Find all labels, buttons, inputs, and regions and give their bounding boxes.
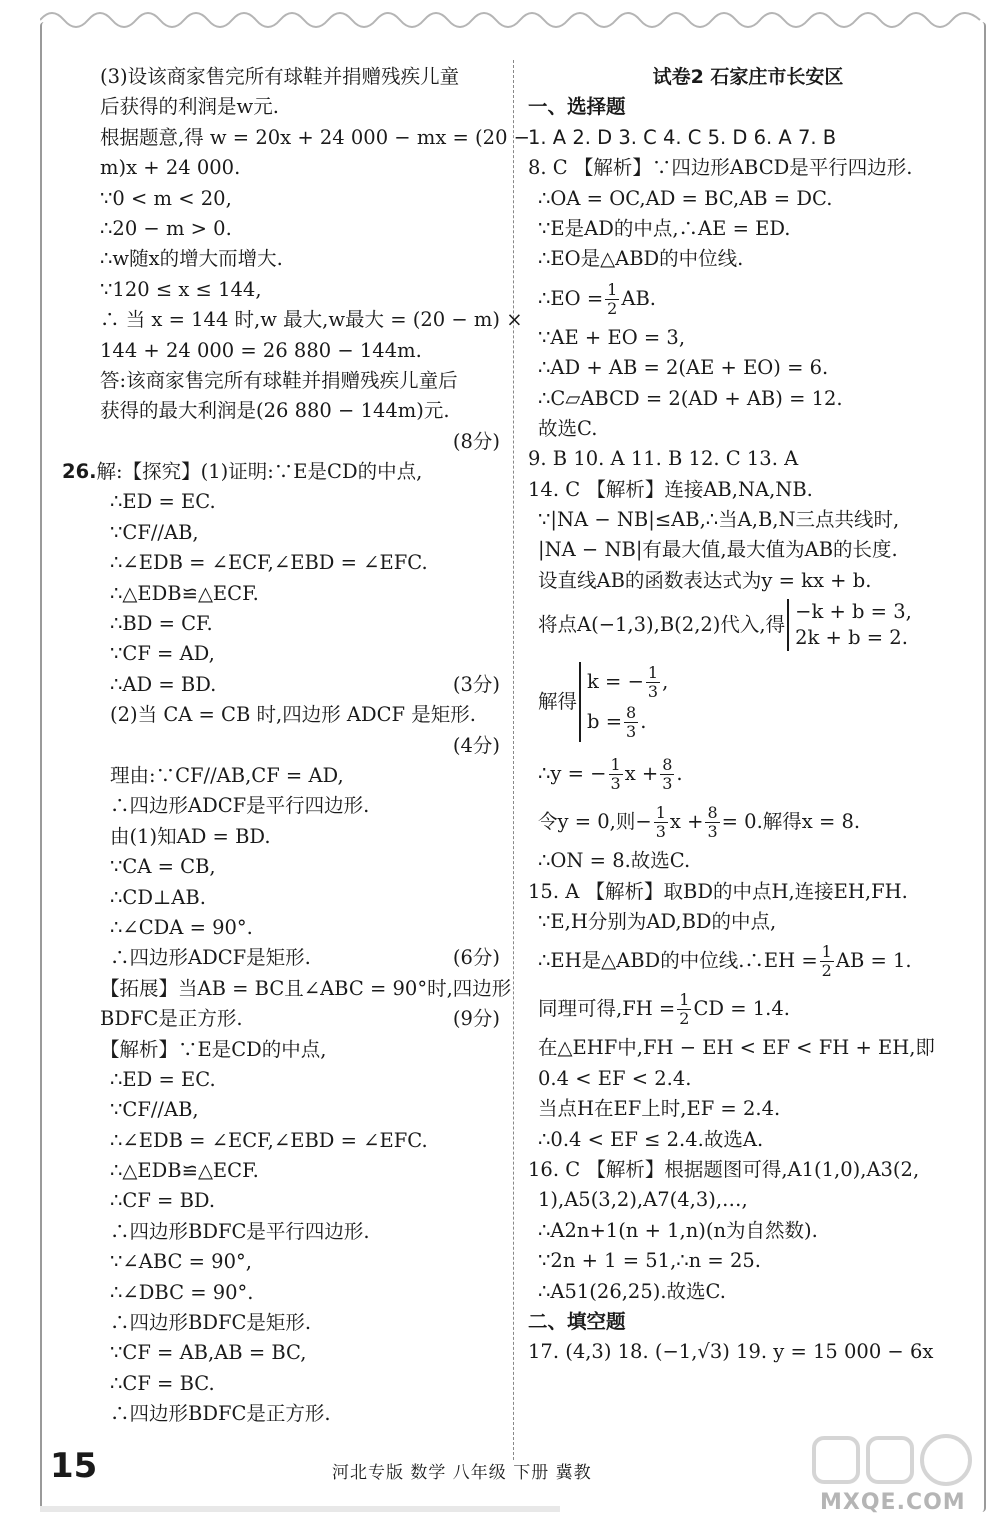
equation: −k + b = 3, bbox=[795, 600, 912, 624]
q14-line: ∵|NA − NB|≤AB,∴当A,B,N三点共线时, bbox=[538, 508, 900, 532]
q14-line: |NA − NB|有最大值,最大值为AB的长度. bbox=[538, 538, 898, 562]
section-heading: 二、填空题 bbox=[528, 1309, 626, 1333]
q26-line: ∵CA = CB, bbox=[110, 855, 216, 879]
q15-line: 在△EHF中,FH − EH < EF < FH + EH,即 bbox=[538, 1036, 935, 1060]
q26-line: ∴四边形ADCF是矩形. bbox=[110, 946, 311, 970]
numerator: 1 bbox=[655, 803, 666, 823]
q26-part2-head: (2)当 CA = CB 时,四边形 ADCF 是矩形. bbox=[110, 703, 476, 727]
q26-line: ∴CD⊥AB. bbox=[110, 885, 206, 909]
y-post: . bbox=[676, 762, 683, 786]
q15-line: ∵E,H分别为AD,BD的中点, bbox=[538, 910, 777, 934]
score-label: (6分) bbox=[452, 946, 500, 970]
q25-line: m)x + 24 000. bbox=[100, 156, 241, 180]
fraction bbox=[605, 281, 619, 318]
q26-analysis-line: ∴ED = EC. bbox=[110, 1067, 216, 1091]
footer-edition-text: 河北专版 数学 八年级 下册 冀教 bbox=[332, 1463, 592, 1483]
q26-analysis-line: ∵CF = AB,AB = BC, bbox=[110, 1341, 307, 1365]
equation: 2k + b = 2. bbox=[795, 626, 908, 650]
q8-line: ∴OA = OC,AD = BC,AB = DC. bbox=[538, 186, 833, 210]
q14-substitute-line bbox=[528, 596, 968, 654]
denominator: 2 bbox=[821, 961, 832, 981]
q25-line: ∴20 − m > 0. bbox=[100, 216, 232, 240]
q25-line: ∴ 当 x = 144 时,w 最大,w最大 = (20 − m) × bbox=[100, 308, 523, 332]
q26-analysis-line: ∴四边形BDFC是平行四边形. bbox=[110, 1219, 370, 1243]
q25-line: ∵120 ≤ x ≤ 144, bbox=[100, 277, 262, 301]
question-number: 26. bbox=[62, 460, 97, 484]
q25-line: (3)设该商家售完所有球鞋并捐赠残疾儿童 bbox=[100, 65, 460, 88]
numerator: 8 bbox=[626, 703, 637, 723]
numerator: 1 bbox=[610, 755, 621, 775]
q16-line: 1),A5(3,2),A7(4,3),…, bbox=[538, 1188, 748, 1212]
score-label: (9分) bbox=[452, 1007, 500, 1031]
fill-answers-row: 17. (4,3) 18. (−1,√3) 19. y = 15 000 − 6x bbox=[528, 1340, 934, 1364]
q14-solve-line bbox=[528, 654, 968, 750]
q15-head: 15. A 【解析】取BD的中点H,连接EH,FH. bbox=[528, 879, 908, 903]
q8-line: ∴EO是△ABD的中位线. bbox=[538, 247, 744, 271]
q14-y-line bbox=[528, 750, 968, 798]
numerator: 8 bbox=[707, 803, 718, 823]
q25-line: 144 + 24 000 = 26 880 − 144m. bbox=[100, 338, 422, 362]
column-divider bbox=[513, 60, 514, 1460]
q26-line: ∴四边形ADCF是平行四边形. bbox=[110, 794, 370, 818]
q26-line: 由(1)知AD = BD. bbox=[110, 824, 271, 848]
q26-line: ∴BD = CF. bbox=[110, 612, 213, 636]
q26-line: ∵CF = AD, bbox=[110, 642, 215, 666]
solution-system bbox=[579, 662, 668, 742]
mc-answers-row: 1. A 2. D 3. C 4. C 5. D 6. A 7. B bbox=[528, 125, 837, 149]
q25-line: ∴w随x的增大而增大. bbox=[100, 247, 283, 271]
q16-line: ∴A2n+1(n + 1,n)(n为自然数). bbox=[538, 1218, 818, 1242]
b-solution bbox=[587, 702, 668, 742]
fraction bbox=[705, 804, 719, 841]
numerator: 1 bbox=[607, 279, 618, 299]
fraction bbox=[660, 756, 674, 793]
q26-analysis-line: ∴CF = BD. bbox=[110, 1189, 216, 1213]
q25-line: 获得的最大利润是(26 880 − 144m)元. bbox=[100, 399, 450, 423]
q26-line: ∴∠CDA = 90°. bbox=[110, 915, 253, 939]
numerator: 1 bbox=[821, 942, 832, 962]
section-heading: 一、选择题 bbox=[528, 95, 626, 119]
denominator: 3 bbox=[626, 722, 637, 742]
q26-line-with-score bbox=[100, 1004, 500, 1034]
q15-line: 当点H在EF上时,EF = 2.4. bbox=[538, 1097, 781, 1121]
q14-head: 14. C 【解析】连接AB,NA,NB. bbox=[528, 477, 813, 501]
watermark-text: MXQE.COM bbox=[820, 1490, 966, 1515]
q14-line: 设直线AB的函数表达式为y = kx + b. bbox=[538, 568, 872, 592]
denominator: 3 bbox=[655, 822, 666, 842]
q26-line: ∴ED = EC. bbox=[110, 490, 216, 514]
fraction bbox=[646, 664, 660, 701]
q26-analysis-line: 【解析】∵E是CD的中点, bbox=[100, 1037, 327, 1061]
right-column bbox=[528, 62, 968, 1368]
q15-fh-line bbox=[528, 985, 968, 1033]
q26-analysis-line: ∴∠EDB = ∠ECF,∠EBD = ∠EFC. bbox=[110, 1128, 428, 1152]
q15-line: ∴0.4 < EF ≤ 2.4.故选A. bbox=[538, 1127, 764, 1151]
zero-mid: x + bbox=[669, 810, 704, 834]
y-pre: ∴y = − bbox=[538, 762, 607, 786]
q26-head-text: 解:【探究】(1)证明:∵E是CD的中点, bbox=[96, 460, 423, 484]
q25-line: 根据题意,得 w = 20x + 24 000 − mx = (20 − bbox=[100, 125, 531, 149]
q26-line-with-score bbox=[100, 670, 500, 700]
denominator: 3 bbox=[610, 774, 621, 794]
numerator: 1 bbox=[679, 990, 690, 1010]
score-label: (8分) bbox=[452, 429, 500, 453]
fh-pre: 同理可得,FH = bbox=[538, 997, 676, 1021]
q8-line: ∴AD + AB = 2(AE + EO) = 6. bbox=[538, 356, 829, 380]
equation-system bbox=[787, 599, 912, 651]
bottom-decoration bbox=[40, 1500, 560, 1518]
q26-analysis-line: ∴∠DBC = 90°. bbox=[110, 1280, 254, 1304]
b-post: . bbox=[640, 710, 647, 734]
denominator: 2 bbox=[607, 298, 618, 318]
q8-eo-pre: ∴EO = bbox=[538, 286, 604, 310]
q8-eo-post: AB. bbox=[621, 286, 656, 310]
q26-header bbox=[62, 457, 500, 487]
left-column bbox=[62, 62, 531, 1430]
q26-analysis-line: ∴CF = BC. bbox=[110, 1371, 215, 1395]
q26-analysis-line: ∴△EDB≌△ECF. bbox=[110, 1159, 259, 1183]
q26-analysis-line: ∵∠ABC = 90°, bbox=[110, 1250, 252, 1274]
q8-head: 8. C 【解析】∵四边形ABCD是平行四边形. bbox=[528, 156, 913, 180]
q26-extension: 【拓展】当AB = BC且∠ABC = 90°时,四边形 bbox=[100, 976, 512, 1000]
b-pre: b = bbox=[587, 710, 623, 734]
score-label: (4分) bbox=[452, 733, 500, 757]
q26-analysis-line: ∵CF//AB, bbox=[110, 1098, 199, 1122]
eh-pre: ∴EH是△ABD的中位线.∴EH = bbox=[538, 949, 818, 973]
q8-line: 故选C. bbox=[538, 416, 598, 440]
fraction bbox=[820, 943, 834, 980]
mc-answers-row: 9. B 10. A 11. B 12. C 13. A bbox=[528, 447, 799, 471]
q14-end: ∴ON = 8.故选C. bbox=[538, 849, 691, 873]
paper-title: 试卷2 石家庄市长安区 bbox=[652, 66, 844, 88]
y-mid: x + bbox=[624, 762, 659, 786]
denominator: 3 bbox=[662, 774, 673, 794]
denominator: 3 bbox=[707, 822, 718, 842]
fraction bbox=[609, 756, 623, 793]
fraction bbox=[677, 991, 691, 1028]
page-number: 15 bbox=[50, 1446, 98, 1486]
q26-analysis-line: ∴四边形BDFC是矩形. bbox=[110, 1311, 312, 1335]
q16-line: ∴A51(26,25).故选C. bbox=[538, 1279, 726, 1303]
fraction bbox=[624, 704, 638, 741]
q26-line: 理由:∵CF//AB,CF = AD, bbox=[110, 763, 344, 787]
q26-line-with-score bbox=[100, 943, 500, 973]
q25-line: ∵0 < m < 20, bbox=[100, 186, 232, 210]
q26-line: ∵CF//AB, bbox=[110, 520, 199, 544]
denominator: 2 bbox=[679, 1009, 690, 1029]
q14-solve-pre: 解得 bbox=[538, 690, 578, 714]
q8-line: ∴C▱ABCD = 2(AD + AB) = 12. bbox=[538, 386, 843, 410]
q8-eo-line bbox=[528, 275, 968, 323]
k-post: , bbox=[662, 670, 669, 694]
denominator: 3 bbox=[647, 682, 659, 702]
numerator: 8 bbox=[662, 755, 673, 775]
zero-post: = 0.解得x = 8. bbox=[721, 810, 861, 834]
fraction bbox=[654, 804, 668, 841]
q25-line: 后获得的利润是w元. bbox=[100, 95, 279, 119]
q26-line: ∴AD = BD. bbox=[110, 672, 217, 696]
q15-eh-line bbox=[528, 937, 968, 985]
q26-line: ∴∠EDB = ∠ECF,∠EBD = ∠EFC. bbox=[110, 551, 428, 575]
numerator: 1 bbox=[647, 663, 659, 683]
q14-zero-line bbox=[528, 798, 968, 846]
q26-line: BDFC是正方形. bbox=[100, 1007, 243, 1031]
q26-line: ∴△EDB≌△ECF. bbox=[110, 581, 259, 605]
k-solution bbox=[587, 662, 668, 702]
q16-line: ∵2n + 1 = 51,∴n = 25. bbox=[538, 1249, 761, 1273]
k-pre: k = − bbox=[587, 670, 644, 694]
q25-line: 答:该商家售完所有球鞋并捐赠残疾儿童后 bbox=[100, 368, 458, 392]
q26-analysis-line: ∴四边形BDFC是正方形. bbox=[110, 1402, 331, 1426]
eh-post: AB = 1. bbox=[835, 949, 912, 973]
q16-head: 16. C 【解析】根据题图可得,A1(1,0),A3(2, bbox=[528, 1157, 920, 1181]
score-label: (3分) bbox=[452, 672, 500, 696]
q15-line: 0.4 < EF < 2.4. bbox=[538, 1066, 692, 1090]
fh-post: CD = 1.4. bbox=[693, 997, 790, 1021]
q8-line: ∵E是AD的中点,∴AE = ED. bbox=[538, 216, 791, 240]
q14-sub-pre: 将点A(−1,3),B(2,2)代入,得 bbox=[538, 613, 786, 637]
zero-pre: 令y = 0,则− bbox=[538, 810, 652, 834]
q8-line: ∵AE + EO = 3, bbox=[538, 325, 686, 349]
